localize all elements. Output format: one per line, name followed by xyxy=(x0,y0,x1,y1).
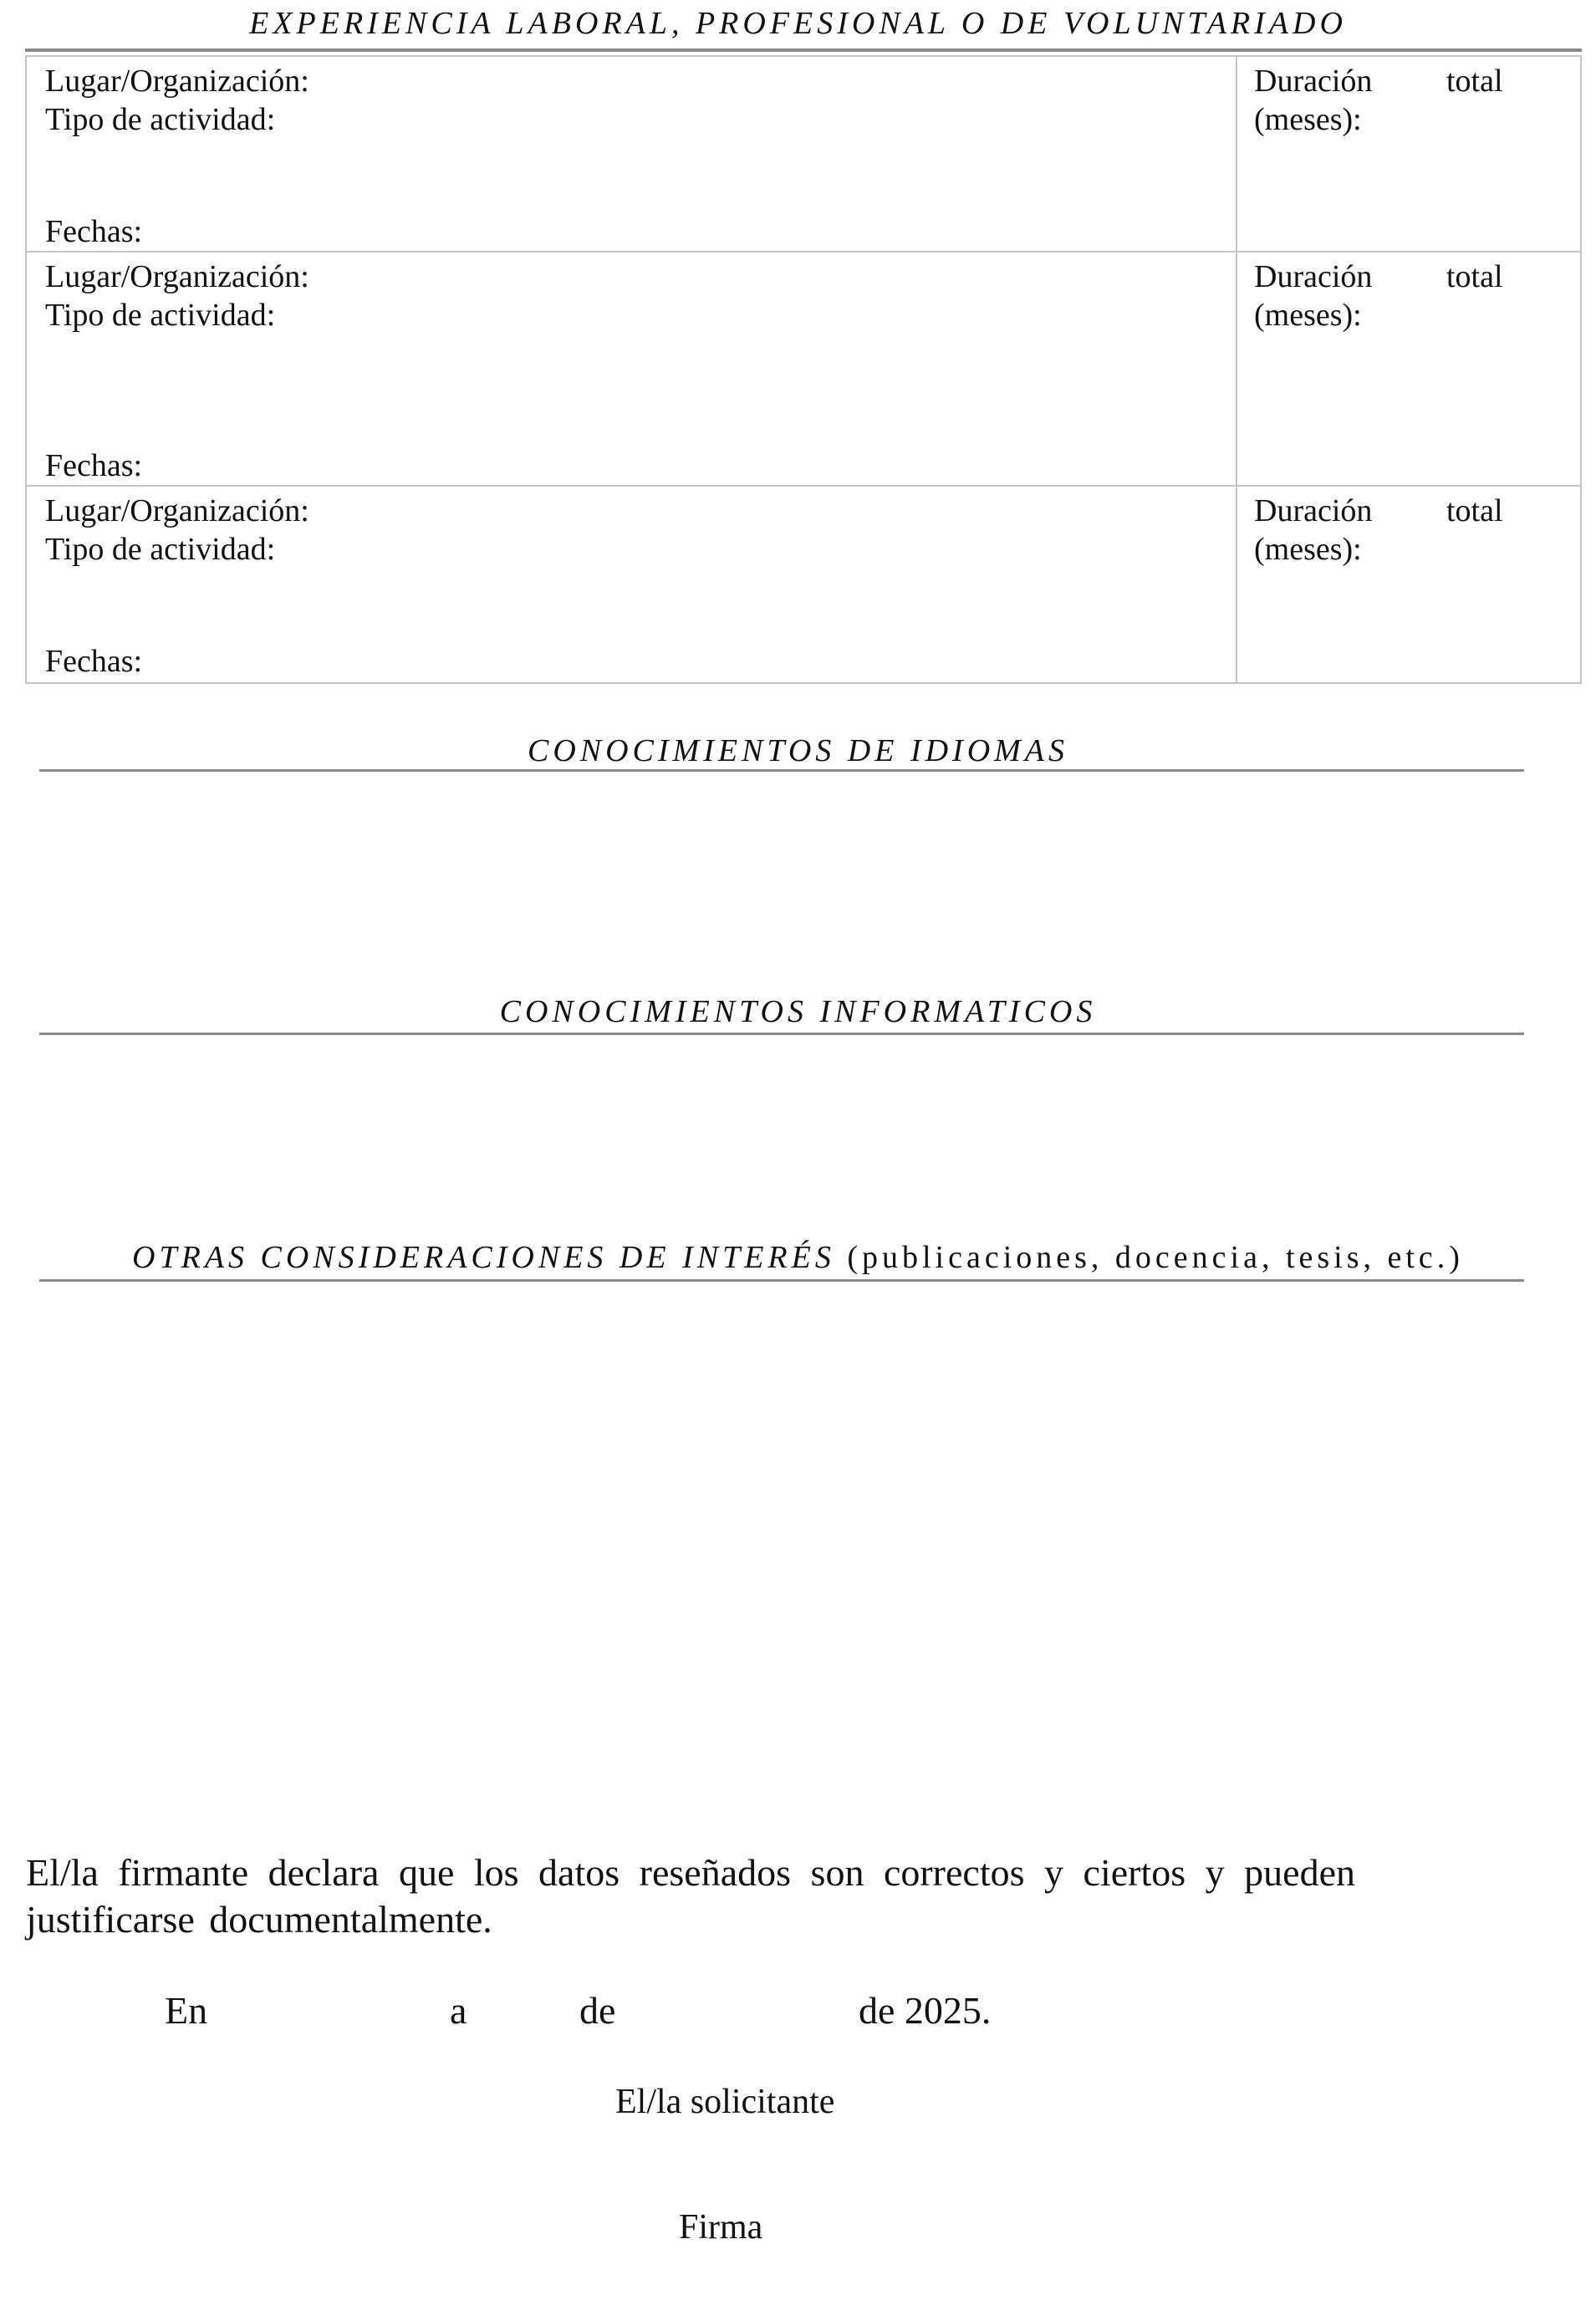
experience-details-cell xyxy=(26,486,1237,683)
experience-row-3 xyxy=(26,486,1581,683)
experience-heading-rule xyxy=(25,48,1582,52)
place-label: Lugar/Organización: xyxy=(45,259,309,294)
dates-label: Fechas: xyxy=(45,644,143,679)
applicant-label: El/la solicitante xyxy=(615,2083,835,2121)
other-heading-note: (publicaciones, docencia, tesis, etc.) xyxy=(847,1240,1464,1275)
languages-heading xyxy=(528,732,1068,769)
dates-label: Fechas: xyxy=(45,214,143,249)
date-line-year: de 2025. xyxy=(859,1989,992,2032)
date-line-de: de xyxy=(579,1989,616,2032)
experience-row-2 xyxy=(26,252,1581,486)
place-label: Lugar/Organización: xyxy=(45,64,309,99)
languages-heading-text: CONOCIMIENTOS DE IDIOMAS xyxy=(527,733,1069,768)
other-heading-text: OTRAS CONSIDERACIONES DE INTERÉS xyxy=(132,1240,835,1275)
activity-label: Tipo de actividad: xyxy=(45,298,276,333)
dates-label: Fechas: xyxy=(45,448,143,483)
duration-months-label: (meses): xyxy=(1254,102,1362,137)
experience-row-1 xyxy=(26,56,1581,252)
computing-heading-text: CONOCIMIENTOS INFORMATICOS xyxy=(499,994,1097,1029)
duration-label: Duración xyxy=(1254,493,1373,528)
duration-cell xyxy=(1237,252,1581,486)
computing-heading xyxy=(500,993,1097,1030)
experience-details-cell xyxy=(26,252,1237,486)
place-label: Lugar/Organización: xyxy=(45,493,309,528)
experience-details-cell xyxy=(26,56,1237,252)
experience-heading xyxy=(249,5,1347,42)
duration-label: Duración xyxy=(1254,259,1373,294)
duration-cell xyxy=(1237,56,1581,252)
other-heading xyxy=(132,1239,1464,1276)
duration-label: Duración xyxy=(1254,64,1373,99)
signature-label: Firma xyxy=(679,2208,763,2247)
activity-label: Tipo de actividad: xyxy=(45,532,276,567)
duration-total-label: total xyxy=(1446,493,1503,528)
activity-label: Tipo de actividad: xyxy=(45,102,276,137)
experience-table xyxy=(25,55,1582,684)
date-line-en: En xyxy=(165,1989,208,2032)
languages-heading-rule xyxy=(39,769,1524,772)
computing-heading-rule xyxy=(39,1033,1524,1035)
duration-months-label: (meses): xyxy=(1254,298,1362,333)
experience-heading-text: EXPERIENCIA LABORAL, PROFESIONAL O DE VOLUNTARIADO xyxy=(249,6,1347,41)
duration-total-label: total xyxy=(1446,64,1503,99)
other-heading-rule xyxy=(39,1279,1524,1282)
duration-total-label: total xyxy=(1446,259,1503,294)
duration-cell xyxy=(1237,486,1581,683)
declaration-text: El/la firmante declara que los datos reseñados son correctos y ciertos y pueden justificarse documentalmente. xyxy=(26,1851,1355,1941)
duration-months-label: (meses): xyxy=(1254,532,1362,567)
date-line-a: a xyxy=(450,1989,467,2032)
